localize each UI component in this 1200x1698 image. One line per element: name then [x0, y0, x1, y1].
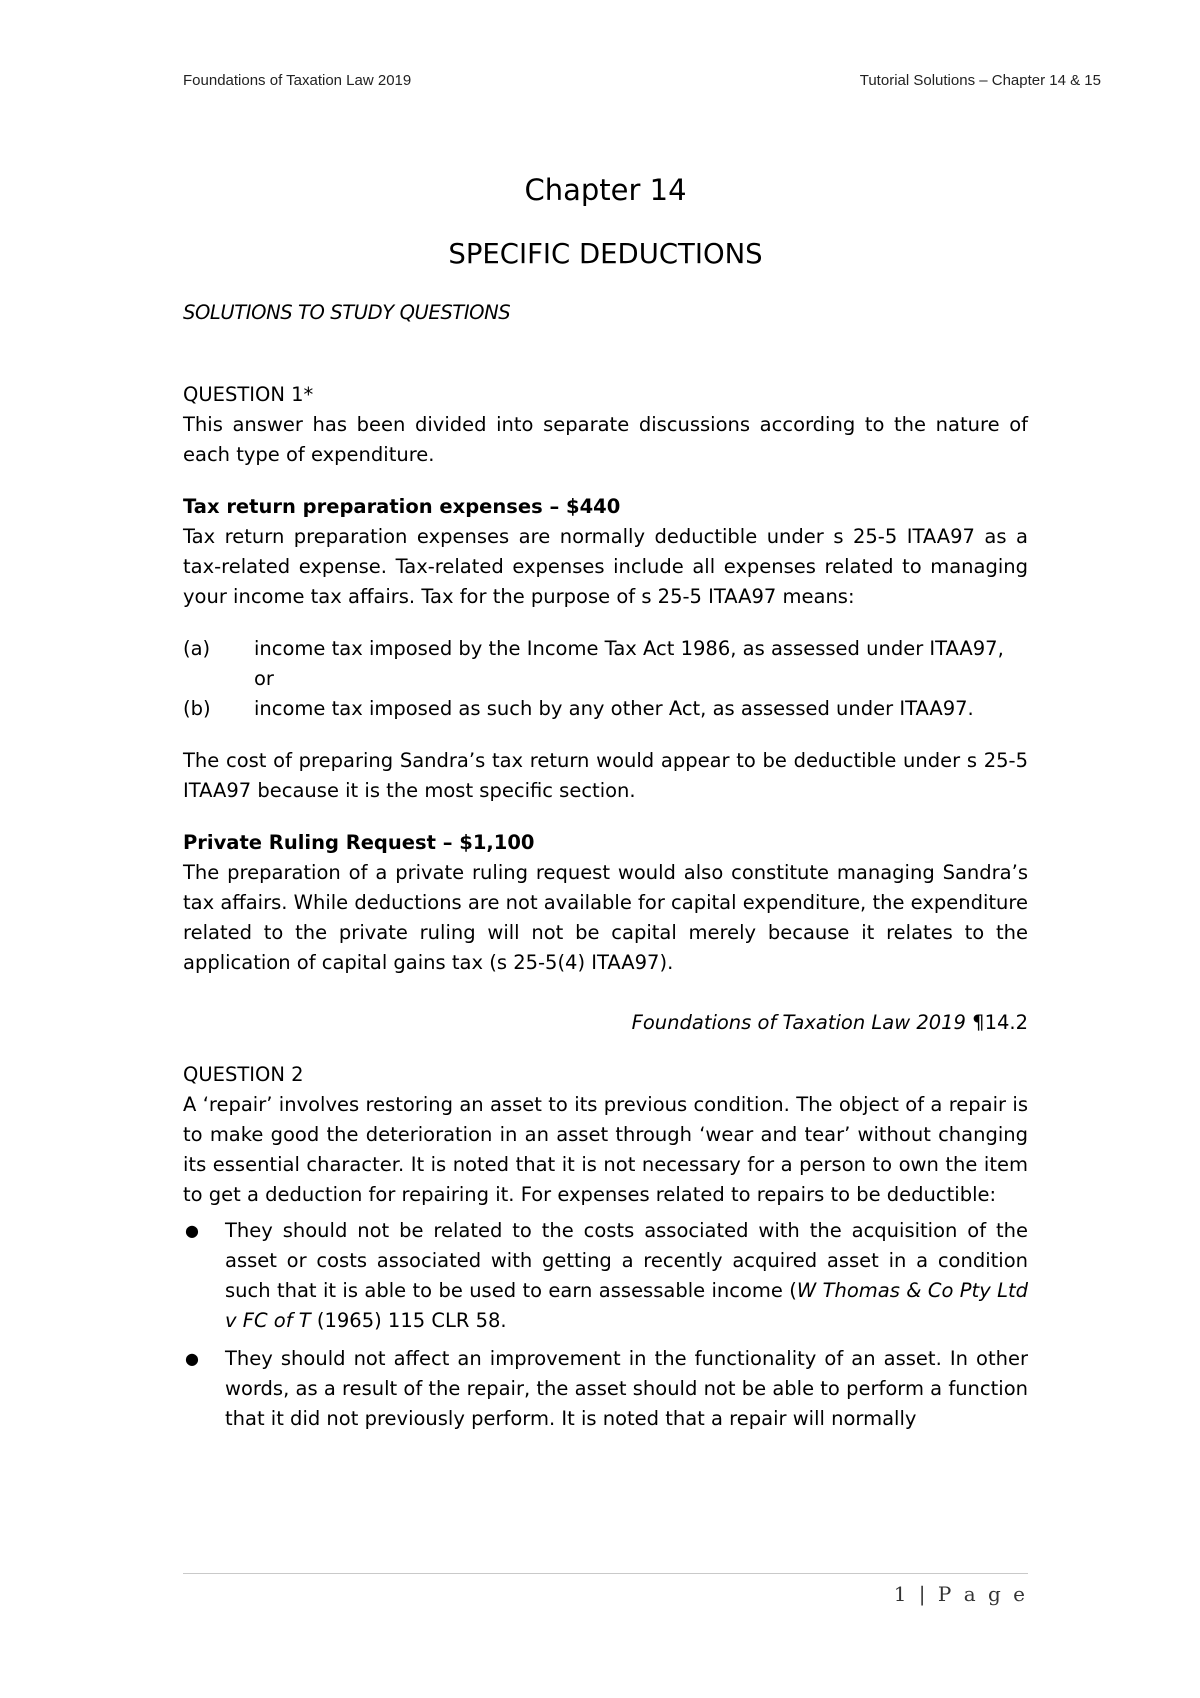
list-item-text: income tax imposed as such by any other Act, as assessed under ITAA97.: [254, 697, 974, 720]
chapter-subtitle: SPECIFIC DEDUCTIONS: [448, 238, 763, 270]
bullet-item-acquisition: [183, 1216, 1028, 1336]
bullet-item-improvement: [183, 1344, 1028, 1434]
tax-return-heading: Tax return preparation expenses – $440: [183, 495, 621, 518]
header-right-title: Tutorial Solutions – Chapter 14 & 15: [859, 72, 1101, 89]
list-marker: (a): [183, 637, 211, 660]
tax-definition-list: [183, 634, 1028, 724]
solutions-heading: SOLUTIONS TO STUDY QUESTIONS: [183, 301, 511, 324]
list-item-text: income tax imposed by the Income Tax Act 1986, as assessed under ITAA97, or: [254, 637, 1004, 690]
list-item: [183, 694, 1028, 724]
tax-return-conclusion: The cost of preparing Sandra’s tax return would appear to be deductible under s 25-5 ITAA97 because it is the most specific section.: [183, 749, 1028, 802]
private-ruling-body: The preparation of a private ruling request would also constitute managing Sandra’s tax affairs. While deductions are not available for capital expenditure, the expenditure related to the private ruling will not be capital merely because it relates to the application of capital gains tax (s 25-5(4) ITAA97).: [183, 861, 1028, 974]
question-2-heading: QUESTION 2: [183, 1063, 304, 1086]
bullet-text: (1965) 115 CLR 58.: [310, 1309, 507, 1332]
question-2-intro: A ‘repair’ involves restoring an asset to its previous condition. The object of a repair is to make good the deterioration in an asset through ‘wear and tear’ without changing its essential character. It is noted that it is not necessary for a person to own the item to get a deduction for repairing it. For expenses related to repairs to be deductible:: [183, 1093, 1028, 1206]
chapter-title: Chapter 14: [524, 173, 687, 207]
private-ruling-heading: Private Ruling Request – $1,100: [183, 831, 535, 854]
tax-return-body: Tax return preparation expenses are normally deductible under s 25-5 ITAA97 as a tax-related expense. Tax-related expenses include all expenses related to managing your income tax affairs. Tax for the purpose of s 25-5 ITAA97 means:: [183, 525, 1028, 608]
citation-paragraph: ¶14.2: [972, 1011, 1028, 1034]
page-number: 1 | P a g e: [893, 1582, 1028, 1606]
bullet-text: They should not affect an improvement in the functionality of an asset. In other words, as a result of the repair, the asset should not be able to perform a function that it did not previously perform. It is noted that a repair will normally: [225, 1347, 1028, 1430]
footer-divider: [183, 1573, 1028, 1574]
header-left-title: Foundations of Taxation Law 2019: [183, 72, 412, 89]
page-content: [183, 172, 1028, 1434]
question-1-heading: QUESTION 1*: [183, 383, 314, 406]
list-marker: (b): [183, 697, 211, 720]
citation-source: Foundations of Taxation Law 2019: [631, 1011, 966, 1034]
list-item: [183, 634, 1028, 694]
citation: [183, 1008, 1028, 1038]
bullet-icon: ●: [185, 1349, 199, 1368]
case-name: W Thomas & Co Pty Ltd v FC of T: [225, 1279, 1028, 1332]
bullet-icon: ●: [185, 1221, 199, 1240]
bullet-text: They should not be related to the costs associated with the acquisition of the asset or costs associated with getting a recently acquired asset in a condition such that it is able to be used to earn assessable income (: [225, 1219, 1028, 1302]
question-1-intro: This answer has been divided into separate discussions according to the nature of each type of expenditure.: [183, 413, 1028, 466]
